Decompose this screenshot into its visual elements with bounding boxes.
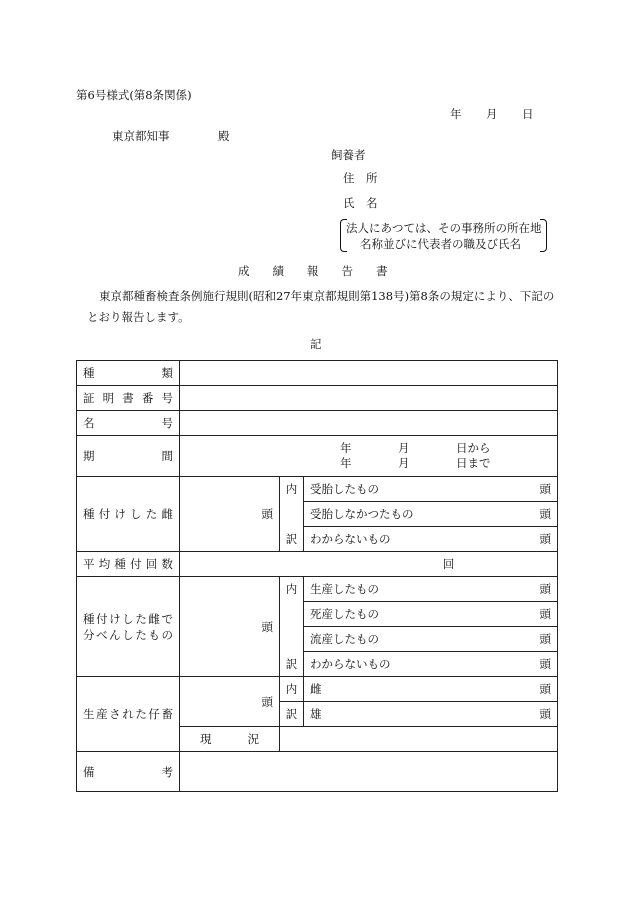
delivered-item[interactable]: わからないもの 頭: [304, 652, 558, 677]
status-label: 現況: [180, 727, 280, 752]
breakdown-spacer: [280, 627, 304, 652]
table-row: [77, 436, 558, 477]
table-row: [77, 752, 558, 792]
table-row: [77, 386, 558, 411]
delivered-head[interactable]: 頭: [180, 577, 280, 677]
applicant-label: 飼養者: [331, 148, 366, 162]
period-field[interactable]: 年 月 日から 年 月 日まで: [180, 436, 558, 477]
delivered-item[interactable]: 死産したもの 頭: [304, 602, 558, 627]
name-label: 氏 名: [343, 196, 378, 210]
breakdown-top: 内: [280, 577, 304, 602]
bred-females-label: 種付けした雌: [77, 477, 180, 552]
corporate-note: [340, 219, 547, 252]
cert-no-label: 証明書番号: [77, 386, 180, 411]
table-row: [77, 577, 558, 602]
address-label: 住 所: [343, 171, 378, 185]
status-field[interactable]: [280, 727, 558, 752]
date-year-label: 年: [450, 107, 462, 121]
corporate-note-line2: 名称並びに代表者の職及び氏名: [360, 237, 521, 251]
table-row: [77, 411, 558, 436]
date-day-label: 日: [522, 107, 534, 121]
document-title: 成 績 報 告 書: [238, 264, 388, 278]
form-number: 第6号様式(第8条関係): [76, 88, 192, 102]
right-bracket: [540, 219, 547, 252]
remarks-field[interactable]: [180, 752, 558, 792]
cert-no-field[interactable]: [180, 386, 558, 411]
table-row: [77, 677, 558, 702]
table-row: [77, 361, 558, 386]
name-label: 名号: [77, 411, 180, 436]
bred-item[interactable]: わからないもの 頭: [304, 527, 558, 552]
breakdown-bottom: 訳: [280, 652, 304, 677]
delivered-item[interactable]: 流産したもの 頭: [304, 627, 558, 652]
remarks-label: 備考: [77, 752, 180, 792]
offspring-item[interactable]: 雌 頭: [304, 677, 558, 702]
delivered-label: 種付けした雌で 分べんしたもの: [77, 577, 180, 677]
body-text: 東京都種畜検査条例施行規則(昭和27年東京都規則第138号)第8条の規定により、下記のとおり報告します。: [87, 289, 555, 324]
table-row: [77, 552, 558, 577]
honorific: 殿: [218, 129, 230, 143]
addressee: 東京都知事: [112, 129, 170, 143]
breakdown-bottom: 訳: [280, 527, 304, 552]
name-field[interactable]: [180, 411, 558, 436]
breakdown-spacer: [280, 602, 304, 627]
corporate-note-line1: 法人にあつては、その事務所の所在地: [346, 221, 542, 235]
delivered-item[interactable]: 生産したもの 頭: [304, 577, 558, 602]
period-label: 期間: [77, 436, 180, 477]
avg-breeding-field[interactable]: 回: [180, 552, 558, 577]
avg-breeding-label: 平均種付回数: [77, 552, 180, 577]
breakdown-bottom: 訳: [280, 702, 304, 727]
table-row: [77, 477, 558, 502]
kind-label: 種類: [77, 361, 180, 386]
breakdown-spacer: [280, 502, 304, 527]
kind-field[interactable]: [180, 361, 558, 386]
date-month-label: 月: [486, 107, 498, 121]
report-table: [76, 360, 558, 792]
bred-females-head[interactable]: 頭: [180, 477, 280, 552]
offspring-item[interactable]: 雄 頭: [304, 702, 558, 727]
offspring-label: 生産された仔畜: [77, 677, 180, 752]
bred-item[interactable]: 受胎しなかつたもの 頭: [304, 502, 558, 527]
offspring-head[interactable]: 頭: [180, 677, 280, 727]
ki-heading: 記: [310, 337, 322, 351]
bred-item[interactable]: 受胎したもの 頭: [304, 477, 558, 502]
breakdown-top: 内: [280, 477, 304, 502]
breakdown-top: 内: [280, 677, 304, 702]
